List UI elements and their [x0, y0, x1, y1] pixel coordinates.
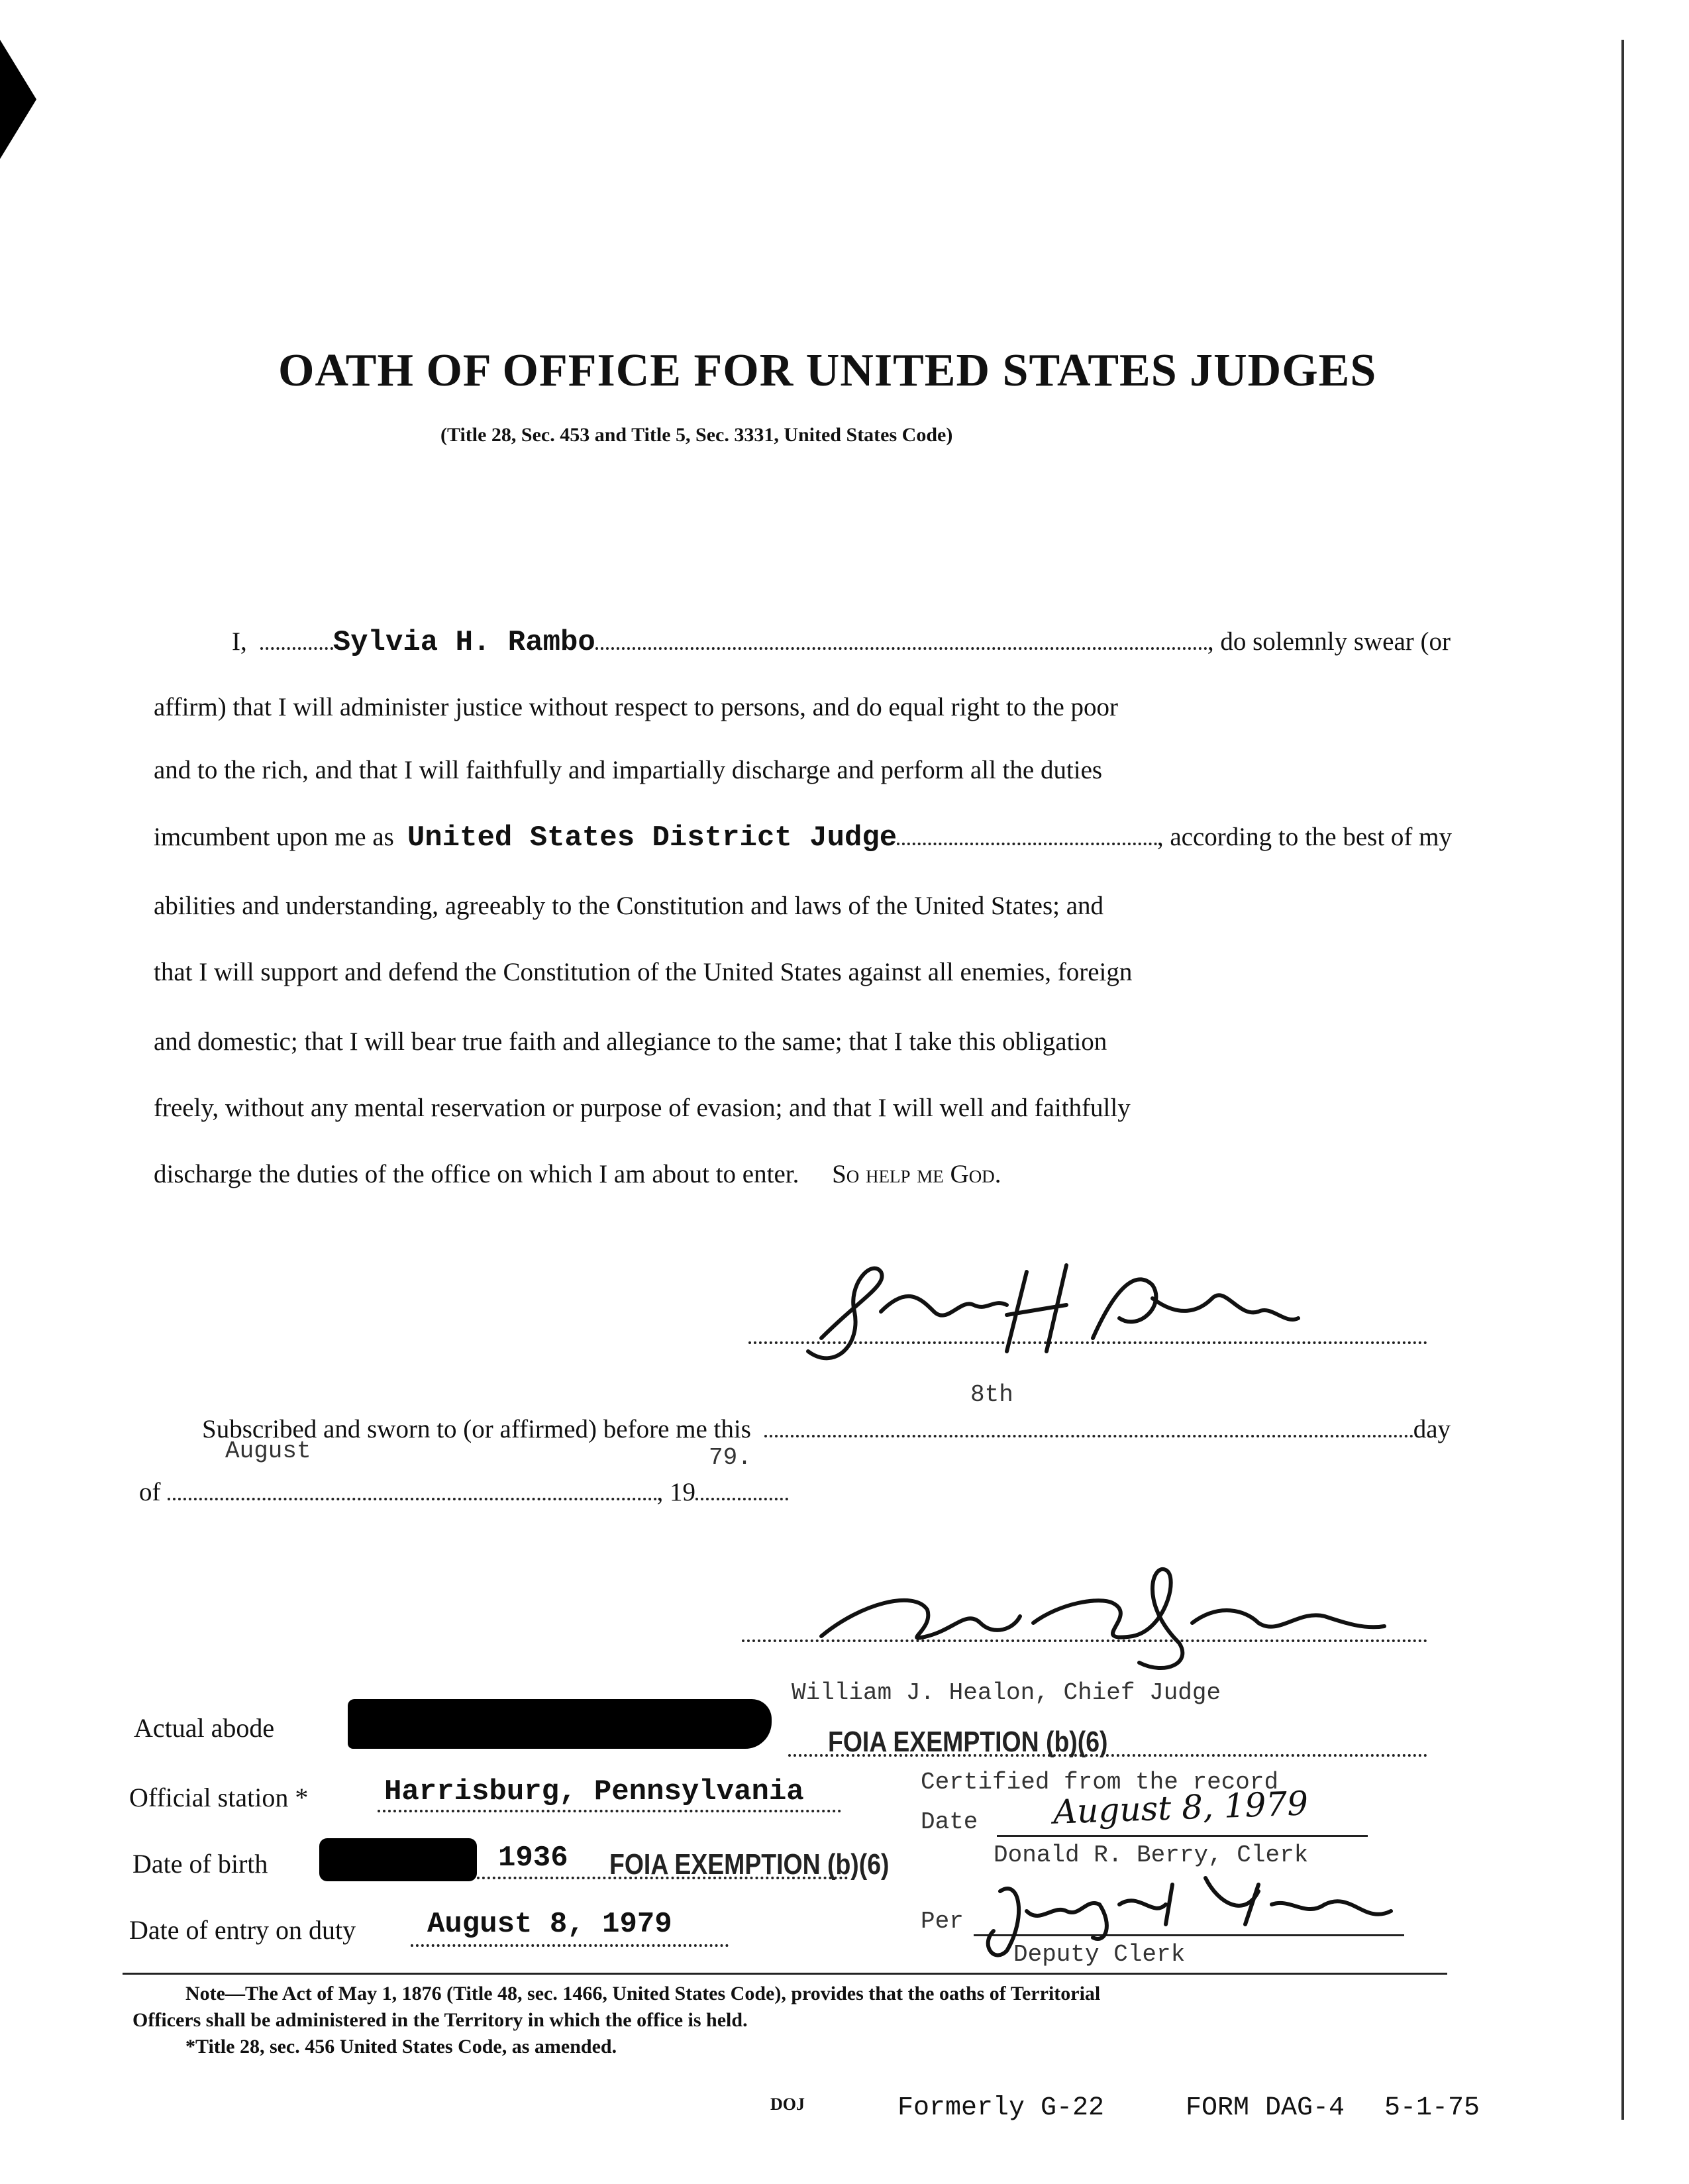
dob-redaction: [319, 1838, 477, 1881]
notes-divider: [123, 1973, 1447, 1975]
station-label: Official station *: [129, 1783, 309, 1812]
station-line: [378, 1810, 841, 1812]
oath-line-7: and domestic; that I will bear true faith and allegiance to the same; that I take this obligation: [154, 1027, 1107, 1056]
footer-formerly: Formerly G-22: [897, 2093, 1105, 2123]
corner-mark: [0, 40, 36, 159]
note-2: *Title 28, sec. 456 United States Code, as amended.: [185, 2036, 617, 2057]
year-value: 79.: [709, 1444, 752, 1471]
year-prefix: , 19: [656, 1478, 695, 1506]
oath-line-6: that I will support and defend the Constitution of the United States against all enemies, foreign: [154, 958, 1133, 986]
abode-label: Actual abode: [134, 1713, 275, 1743]
footer-doj: DOJ: [770, 2095, 805, 2114]
affiant-signature: [808, 1259, 1311, 1365]
oath-line-8: freely, without any mental reservation or purpose of evasion; and that I will well and faithfully: [154, 1094, 1131, 1122]
oath-office: United States District Judge: [407, 821, 897, 855]
oath-name: Sylvia H. Rambo: [333, 626, 595, 659]
subscription-text: Subscribed and sworn to (or affirmed) before me this: [202, 1415, 751, 1443]
oath-line-9: [154, 1159, 1001, 1189]
dob-foia-stamp: FOIA EXEMPTION (b)(6): [609, 1848, 890, 1881]
day-value: 8th: [970, 1381, 1013, 1408]
oath-line9-text: discharge the duties of the office on which I am about to enter.: [154, 1160, 799, 1188]
month-value: August: [225, 1437, 311, 1465]
subscription-line: [202, 1414, 1451, 1444]
judge-foia-stamp: FOIA EXEMPTION (b)(6): [828, 1726, 1108, 1758]
station-value: Harrisburg, Pennsylvania: [384, 1775, 804, 1808]
footer-date: 5-1-75: [1384, 2093, 1480, 2123]
clerk-name: Donald R. Berry, Clerk: [994, 1842, 1309, 1869]
judge-name-title: William J. Healon, Chief Judge: [792, 1679, 1221, 1706]
entry-line: [411, 1944, 729, 1947]
oath-prefix: I,: [232, 627, 247, 656]
note-1b: Officers shall be administered in the Territory in which the office is held.: [132, 2009, 748, 2031]
cert-date-value: August 8, 1979: [1052, 1784, 1309, 1832]
oath-line4-prefix: imcumbent upon me as: [154, 823, 394, 851]
footer-form: FORM DAG-4: [1186, 2093, 1345, 2123]
oath-line-4: [154, 821, 1452, 855]
of-label: of: [139, 1478, 161, 1506]
oath-line4-suffix: , according to the best of my: [1156, 823, 1452, 851]
document-title: OATH OF OFFICE FOR UNITED STATES JUDGES: [278, 345, 1377, 396]
dob-label: Date of birth: [132, 1849, 268, 1879]
day-label: day: [1413, 1415, 1451, 1443]
oath-line1-suffix: , do solemnly swear (or: [1207, 627, 1451, 656]
cert-date-label: Date: [921, 1808, 978, 1836]
deputy-clerk: Deputy Clerk: [1013, 1941, 1186, 1968]
certified-line: Certified from the record: [921, 1769, 1279, 1796]
cert-date-underline: [997, 1835, 1368, 1837]
entry-label: Date of entry on duty: [129, 1915, 356, 1945]
per-label: Per: [921, 1908, 964, 1935]
entry-value: August 8, 1979: [427, 1908, 672, 1941]
document-subtitle: (Title 28, Sec. 453 and Title 5, Sec. 3331, United States Code): [440, 424, 953, 446]
note-1a: Note—The Act of May 1, 1876 (Title 48, sec. 1466, United States Code), provides that the oaths of Territorial: [185, 1983, 1101, 2004]
judge-signature: [821, 1563, 1391, 1676]
oath-line-2: affirm) that I will administer justice without respect to persons, and do equal right to the poor: [154, 693, 1119, 721]
right-page-edge: [1621, 40, 1624, 2120]
abode-redaction: [348, 1699, 772, 1749]
oath-line-3: and to the rich, and that I will faithfully and impartially discharge and perform all the duties: [154, 756, 1103, 784]
oath-line-1: [232, 626, 1451, 659]
oath-line-5: abilities and understanding, agreeably to the Constitution and laws of the United States; and: [154, 892, 1104, 920]
dob-year: 1936: [498, 1842, 568, 1875]
month-year-line: [139, 1477, 788, 1507]
oath-closing: So help me God.: [832, 1160, 1001, 1188]
